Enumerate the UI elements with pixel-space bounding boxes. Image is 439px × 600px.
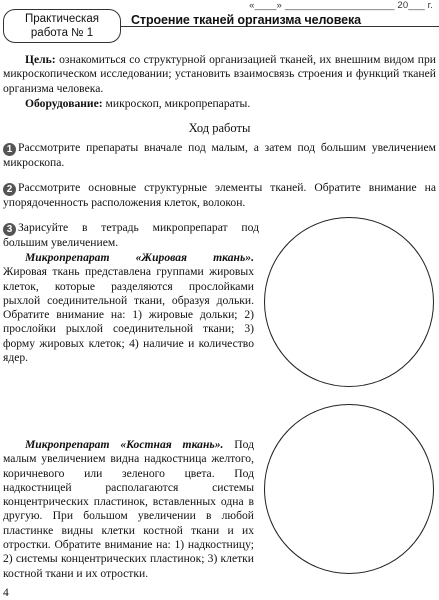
- drawing-circle-bone-tissue: [264, 404, 434, 574]
- step-number-badge: 2: [3, 183, 16, 196]
- step-3: [3, 221, 259, 250]
- preparation-fat-tissue: [3, 251, 254, 365]
- goal-label: Цель:: [25, 53, 56, 66]
- practical-work-label: Практическая: [25, 13, 99, 25]
- practical-work-badge: [3, 9, 121, 43]
- page-title: Строение тканей организма человека: [131, 13, 361, 27]
- page-number: 4: [3, 587, 9, 599]
- section-title: Ход работы: [188, 121, 251, 135]
- step-3-text: Зарисуйте в тетрадь микропрепарат под большим увеличением.: [3, 221, 259, 249]
- goal-text: ознакомиться со структурной организацией тканей, их внешним видом при микроскопическом исследовании; установить взаимосвязь строения и функций тканей организма человека.: [3, 53, 436, 95]
- date-line: «____» ____________________ 20___ г.: [249, 0, 433, 11]
- equipment-text: микроскоп, микропрепараты.: [102, 97, 251, 110]
- preparation-fat-title: Микропрепарат «Жировая ткань».: [25, 251, 254, 264]
- goal-paragraph: [3, 53, 436, 96]
- preparation-bone-title: Микропрепарат «Костная ткань».: [25, 438, 224, 451]
- step-number-badge: 3: [3, 223, 16, 236]
- equipment-label: Оборудование:: [25, 97, 103, 110]
- step-2-text: Рассмотрите основные структурные элементы тканей. Обратите внимание на упорядоченность расположения клеток, волокон.: [3, 181, 436, 209]
- step-1-text: Рассмотрите препараты вначале под малым, а затем под большим увеличением микроскопа.: [3, 141, 436, 169]
- step-number-badge: 1: [3, 143, 16, 156]
- step-2: [3, 181, 436, 210]
- practical-work-number: работа № 1: [30, 27, 94, 39]
- step-1: [3, 141, 436, 170]
- preparation-bone-text: Под малым увеличением видна надкостница желтого, коричневого или зеленого цвета. Под надкостницей располагаются системы концентрических пластинок, вставленных одна в другую. При большом увеличении в любой пластинке видны клетки костной ткани и их отростки. Обратите внимание на: 1) надкостницу; 2) системы концентрических пластинок; 3) клетки костной ткани и их отростки.: [3, 438, 254, 580]
- drawing-circle-fat-tissue: [264, 217, 434, 387]
- equipment-paragraph: [3, 97, 436, 111]
- preparation-bone-tissue: [3, 438, 254, 581]
- preparation-fat-text: Жировая ткань представлена группами жировых клеток, которые разделяются прослойками рыхлой соединительной ткани, образуя дольки. Обратите внимание на: 1) жировые дольки; 2) прослойки рыхлой соединительной ткани; 3) форму жировых клеток; 4) наличие и количество ядер.: [3, 265, 254, 365]
